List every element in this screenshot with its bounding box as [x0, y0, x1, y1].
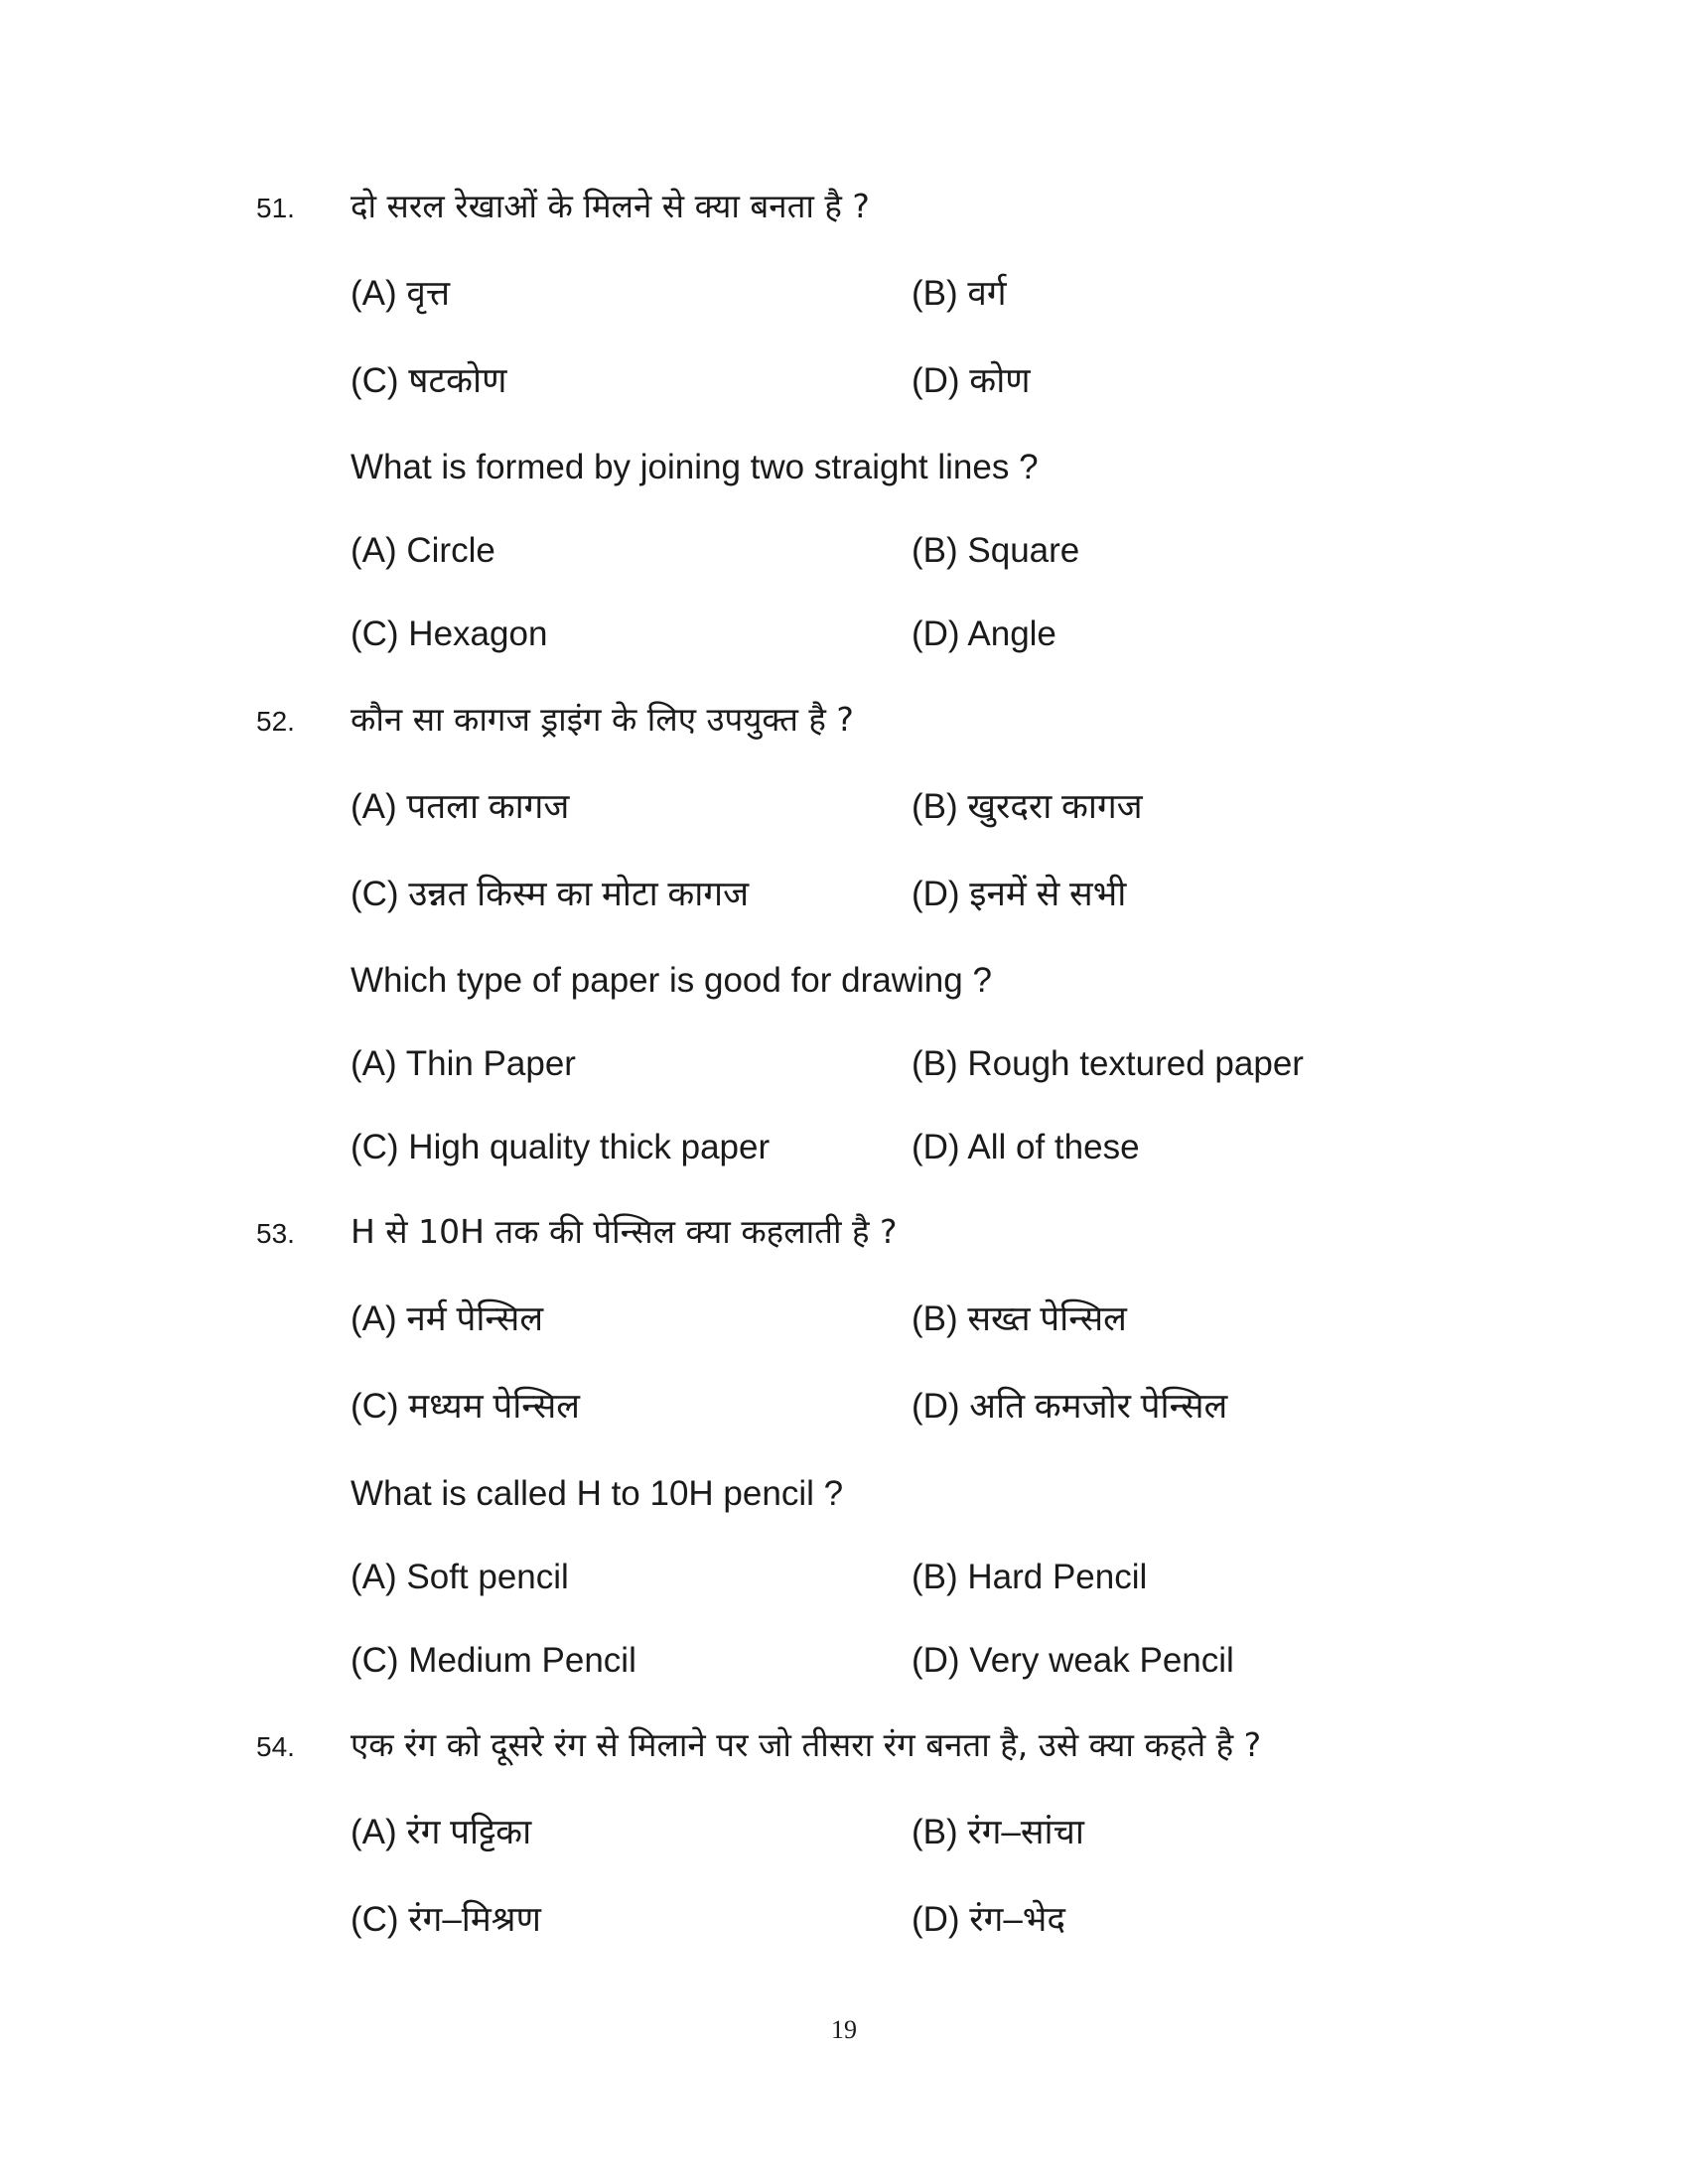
- page-number: 19: [831, 2015, 857, 2044]
- question-text-english: What is formed by joining two straight lines ?: [351, 448, 1039, 486]
- option-a-english: (A) Soft pencil: [351, 1558, 569, 1596]
- option-c-english: (C) High quality thick paper: [351, 1128, 771, 1166]
- question-text-hindi: दो सरल रेखाओं के मिलने से क्या बनता है ?: [351, 187, 870, 225]
- option-c-hindi: (C) मध्यम पेन्सिल: [351, 1387, 580, 1426]
- option-a-english: (A) Circle: [351, 531, 495, 570]
- option-b-hindi: (B) सख्त पेन्सिल: [912, 1299, 1127, 1338]
- option-a-hindi: (A) नर्म पेन्सिल: [351, 1299, 544, 1338]
- option-c-hindi: (C) रंग–मिश्रण: [351, 1900, 541, 1939]
- option-a-hindi: (A) वृत्त: [351, 274, 451, 313]
- option-b-english: (B) Hard Pencil: [912, 1558, 1148, 1596]
- question-number: 52.: [256, 706, 295, 737]
- option-b-hindi: (B) रंग–सांचा: [912, 1813, 1084, 1851]
- option-b-hindi: (B) खुरदरा कागज: [912, 787, 1143, 826]
- option-c-hindi: (C) षटकोण: [351, 361, 507, 400]
- option-d-hindi: (D) कोण: [912, 361, 1031, 400]
- question-text-hindi: कौन सा कागज ड्राइंग के लिए उपयुक्त है ?: [351, 700, 854, 739]
- option-d-english: (D) Angle: [912, 614, 1056, 653]
- option-b-english: (B) Square: [912, 531, 1080, 570]
- question-text-hindi: एक रंग को दूसरे रंग से मिलाने पर जो तीसरा रंग बनता है, उसे क्या कहते है ?: [351, 1725, 1262, 1764]
- question-text-hindi: H से 10H तक की पेन्सिल क्या कहलाती है ?: [351, 1212, 898, 1251]
- option-b-english: (B) Rough textured paper: [912, 1044, 1304, 1083]
- option-c-hindi: (C) उन्नत किस्म का मोटा कागज: [351, 875, 750, 913]
- option-d-english: (D) All of these: [912, 1128, 1140, 1166]
- option-d-hindi: (D) इनमें से सभी: [912, 875, 1127, 913]
- option-c-english: (C) Medium Pencil: [351, 1641, 636, 1680]
- question-number: 51.: [256, 193, 295, 223]
- question-text-english: What is called H to 10H pencil ?: [351, 1474, 844, 1513]
- option-b-hindi: (B) वर्ग: [912, 274, 1007, 313]
- option-d-hindi: (D) अति कमजोर पेन्सिल: [912, 1387, 1228, 1426]
- question-text-english: Which type of paper is good for drawing ?: [351, 961, 992, 1000]
- question-number: 53.: [256, 1218, 295, 1249]
- option-a-hindi: (A) रंग पट्टिका: [351, 1813, 532, 1851]
- option-a-hindi: (A) पतला कागज: [351, 787, 570, 826]
- option-a-english: (A) Thin Paper: [351, 1044, 576, 1083]
- option-c-english: (C) Hexagon: [351, 614, 548, 653]
- option-d-english: (D) Very weak Pencil: [912, 1641, 1234, 1680]
- question-number: 54.: [256, 1731, 295, 1762]
- option-d-hindi: (D) रंग–भेद: [912, 1900, 1065, 1939]
